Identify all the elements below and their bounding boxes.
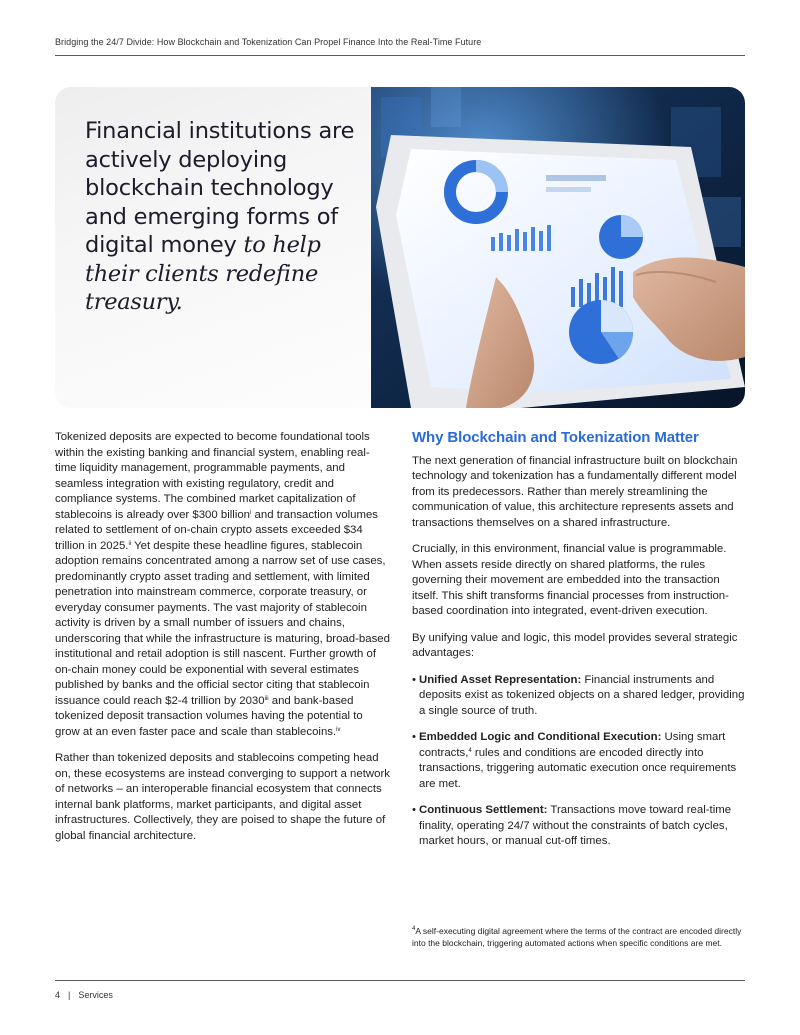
header-rule — [55, 55, 745, 56]
right-paragraph-3: By unifying value and logic, this model provides several strategic advantages: — [412, 631, 738, 659]
bullet-title: Unified Asset Representation: — [419, 673, 582, 686]
endnote-ref-iii[interactable]: iii — [264, 695, 269, 702]
advantages-list — [412, 673, 745, 850]
hero-photo — [371, 87, 745, 408]
list-item — [412, 730, 745, 792]
right-column — [412, 430, 745, 861]
endnote-ref-i[interactable]: i — [250, 509, 252, 516]
hero-banner — [55, 87, 745, 408]
bullet-title: Embedded Logic and Conditional Execution: — [419, 731, 662, 743]
footer-rule — [55, 980, 745, 981]
right-paragraph-2: Crucially, in this environment, financial value is programmable. When assets reside directly on shared platforms, the rules governing their movement are embedded into the transaction itself. This shift transforms financial processes from instruction-based coordination into integrated, event-driven execution. — [412, 543, 729, 617]
footer-section: Services — [78, 990, 113, 1000]
left-paragraph-2: Rather than tokenized deposits and stablecoins competing head on, these ecosystems are instead converging to support a network of networks – an interoperable financial ecosystem that connects internal bank platforms, market participants, and digital asset infrastructures. Collectively, they are poised to shape the future of global financial architecture. — [55, 752, 390, 842]
left-para1-part-d: and bank-based tokenized deposit transaction volumes having the potential to grow at an even faster pace and scale than stablecoins. — [55, 694, 363, 738]
left-para1-part-c: Yet despite these headline figures, stablecoin adoption remains concentrated among a narrow set of use cases, predominantly crypto asset trading and settlement, with limited penetration into mainstream commerce, corporate treasury, or everyday consumer payments. The vast majority of stablecoin activity is driven by a small number of issuers and chains, underscoring that while the infrastructure is maturing, broad-based institutional and retail adoption is still nascent. Further growth of on-chain money could be exponential with several estimates published by banks and the official sector citing that stablecoin issuance could reach $2-4 trillion by 2030 — [55, 539, 390, 707]
list-item — [412, 673, 745, 720]
pull-quote-panel — [55, 87, 371, 408]
running-header: Bridging the 24/7 Divide: How Blockchain and Tokenization Can Propel Finance Into the Real-Time Future — [55, 37, 482, 47]
footnote-text: A self-executing digital agreement where the terms of the contract are encoded directly into the blockchain, triggering automated actions when specific conditions are met. — [412, 926, 742, 948]
left-para1-part-b: and transaction volumes related to settlement of on-chain crypto assets exceeded $34 trillion in 2025. — [55, 508, 379, 552]
footnote-ref-4[interactable]: 4 — [468, 747, 472, 754]
bullet-text-a: Using smart contracts, — [419, 731, 726, 759]
page-footer — [55, 990, 121, 1000]
bullet-mark: • — [412, 673, 416, 686]
bullet-text: Transactions move toward real-time finality, operating 24/7 without the constraints of batch cycles, market hours, or manual cut-off times. — [419, 804, 732, 847]
bullet-mark: • — [412, 731, 416, 743]
page-number: 4 — [55, 990, 61, 1000]
right-paragraph-1: The next generation of financial infrastructure built on blockchain technology and tokenization has a fundamentally different model from its predecessors. Rather than merely streamlining the communication of value, this architecture represents assets and transactions themselves on a shared infrastructure. — [412, 454, 738, 529]
bullet-mark: • — [412, 804, 416, 816]
bullet-title: Continuous Settlement: — [419, 804, 548, 816]
list-item — [412, 803, 745, 850]
pull-quote — [85, 117, 365, 317]
left-para1-part-a: Tokenized deposits are expected to become foundational tools within the existing banking and financial system, enabling real-time liquidity management, programmable payments, and seamless integration with existing regulatory, credit and compliance systems. The combined market capitalization of stablecoins is already over $300 billion — [55, 431, 370, 521]
endnote-ref-ii[interactable]: ii — [128, 540, 132, 547]
left-column — [55, 430, 390, 855]
bullet-text-b: rules and conditions are encoded directly into transactions, triggering automatic execution once requirements are met. — [419, 746, 737, 790]
section-heading: Why Blockchain and Tokenization Matter — [412, 429, 699, 446]
footnote — [412, 925, 745, 949]
endnote-ref-iv[interactable]: iv — [336, 726, 341, 733]
pull-quote-plain: Financial institutions are actively deploying blockchain technology and emerging forms of digital money — [85, 118, 355, 258]
tablet-photo-illustration — [371, 87, 745, 408]
left-paragraph-1 — [55, 430, 390, 740]
pull-quote-emphasis: to help their clients redefine treasury. — [85, 232, 321, 315]
footer-separator: | — [68, 990, 71, 1000]
bullet-text: Financial instruments and deposits exist as tokenized objects on a shared ledger, providing a single source of truth. — [419, 673, 745, 717]
footnote-number: 4 — [412, 926, 416, 932]
